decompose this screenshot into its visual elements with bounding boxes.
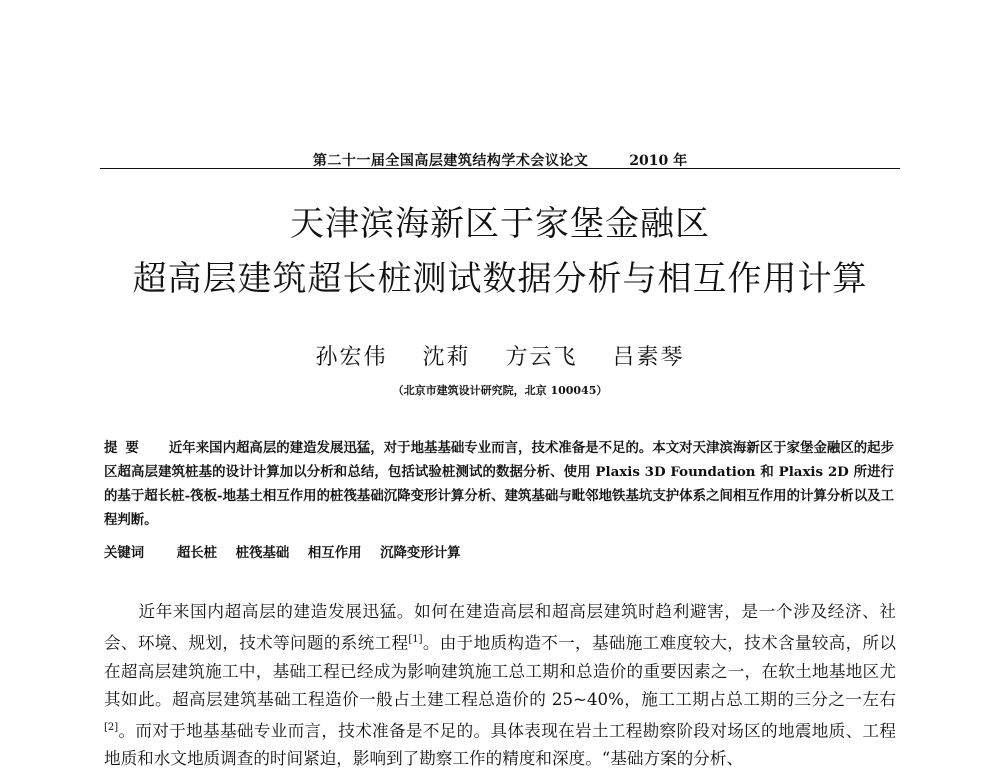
author: 吕素琴	[612, 345, 685, 370]
conference-name: 第二十一届全国高层建筑结构学术会议论文	[312, 153, 589, 169]
body-text-3: 。而对于地基基础专业而言，技术准备是不足的。具体表现在岩土工程勘察阶段对场区的地震地质、工程地质和水文地质调查的时间紧迫，影响到了勘察工作的精度和深度。“基础方案的分析、	[104, 721, 896, 769]
body-text-1: 近年来国内超高层的建造发展迅猛。如何在建造高层和超高层建筑时趋利避害，是一个涉及经济、社会、环境、规划，技术等问题的系统工程	[104, 602, 897, 653]
running-header	[100, 150, 900, 170]
header-rule	[100, 168, 900, 169]
body-paragraph	[104, 598, 896, 773]
author: 方云飞	[505, 345, 578, 370]
body-text-2: 。由于地质构造不一，基础施工难度较大，技术含量较高，所以在超高层建筑施工中，基础工程已经成为影响建筑施工总工期和总造价的重要因素之一，在软土地基地区尤其如此。超高层建筑基础工程造价一般占土建工程总造价的 25~40%，施工工期占总工期的三分之一左右	[104, 633, 897, 709]
author-list	[0, 340, 1000, 371]
abstract	[104, 436, 894, 532]
paper-title-line-2: 超高层建筑超长桩测试数据分析与相互作用计算	[132, 259, 868, 299]
conference-year: 2010 年	[629, 153, 688, 169]
keyword: 超长桩	[176, 545, 218, 561]
citation-ref[interactable]: [1]	[408, 634, 423, 645]
author: 沈莉	[422, 345, 471, 370]
citation-ref[interactable]: [2]	[104, 721, 119, 733]
keyword: 桩筏基础	[235, 545, 290, 561]
affiliation: （北京市建筑设计研究院，北京 100045）	[392, 384, 608, 397]
keywords-label: 关键词	[104, 545, 145, 561]
keyword: 相互作用	[307, 545, 362, 561]
paper-title-line-1: 天津滨海新区于家堡金融区	[290, 204, 710, 244]
keywords	[104, 542, 894, 561]
author: 孙宏伟	[315, 345, 388, 370]
abstract-text: 近年来国内超高层的建造发展迅猛，对于地基基础专业而言，技术准备是不足的。本文对天津滨海新区于家堡金融区的起步区超高层建筑桩基的设计计算加以分析和总结，包括试验桩测试的数据分析、使用 Plaxis 3D Foundation 和 Plaxis 2D 所进行的基于超长桩-筏板-地基土相互作用的桩筏基础沉降变形计算分析、建筑基础与毗邻地铁基坑支护体系之间相互作用的计算分析以及工程判断。	[104, 440, 894, 528]
keyword: 沉降变形计算	[380, 545, 461, 561]
abstract-label: 提要	[104, 440, 147, 456]
